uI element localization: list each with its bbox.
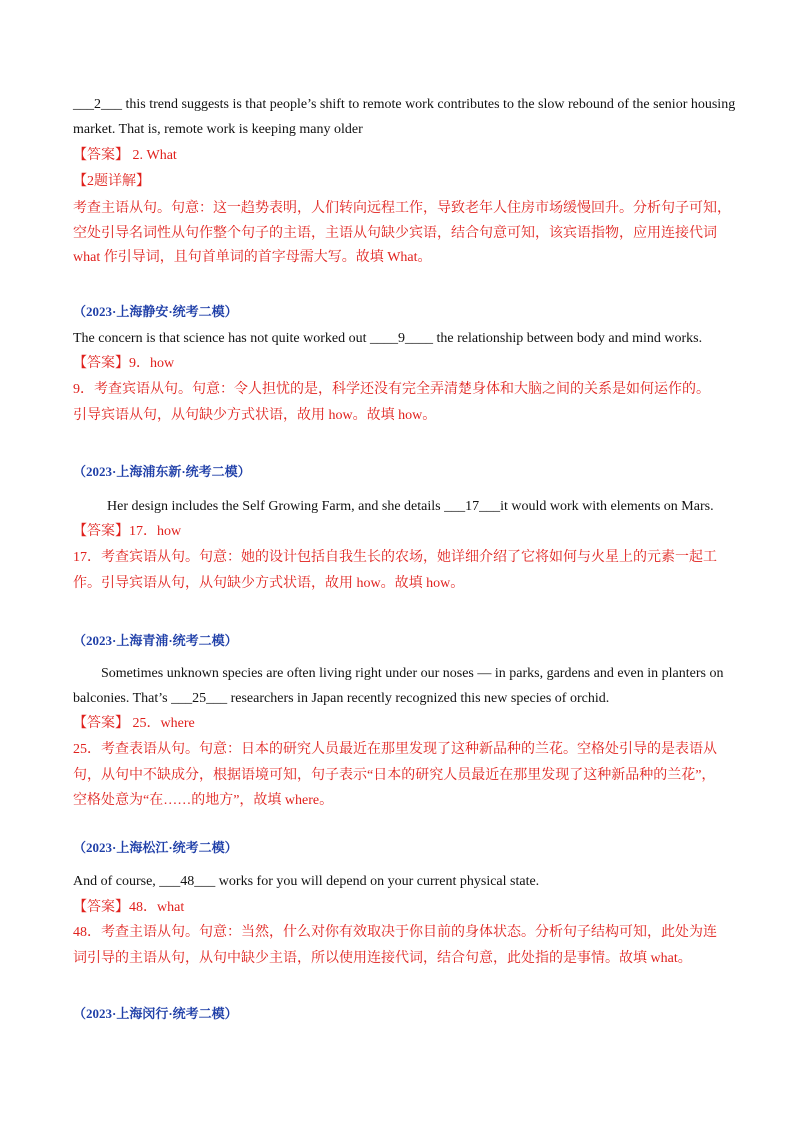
explanation-line: 考查主语从句。句意：这一趋势表明，人们转向远程工作，导致老年人住房市场缓慢回升。分析句子可知， [73, 201, 731, 216]
explanation-line: 9．考查宾语从句。句意：令人担忧的是，科学还没有完全弄清楚身体和大脑之间的关系是如何运作的。 [73, 382, 710, 397]
source-heading: （2023·上海松江·统考二模） [73, 840, 238, 855]
explanation-line: 句，从句中不缺成分，根据语境可知，句子表示“日本的研究人员最近在那里发现了这种新品种的兰花”， [73, 768, 716, 783]
question-line: The concern is that science has not quite worked out ____9____ the relationship between body and mind works. [73, 331, 703, 346]
explanation-line: 空格处意为“在……的地方”，故填 where。 [73, 793, 334, 808]
answer-line: 【答案】17．how [73, 524, 182, 539]
answer-line: 【答案】9．how [73, 356, 175, 371]
question-line: balconies. That’s ___25___ researchers in Japan recently recognized this new species of orchid. [73, 691, 610, 706]
question-line: Sometimes unknown species are often living right under our noses — in parks, gardens and even in planters on [101, 666, 724, 681]
explanation-line: 作。引导宾语从句，从句缺少方式状语，故用 how。故填 how。 [73, 576, 465, 591]
question-line: And of course, ___48___ works for you will depend on your current physical state. [73, 874, 540, 889]
answer-line: 【答案】 25．where [73, 716, 195, 731]
source-heading: （2023·上海浦东新·统考二模） [73, 464, 251, 479]
explanation-line: what 作引导词，且句首单词的首字母需大写。故填 What。 [73, 250, 432, 265]
explanation-line: 词引导的主语从句，从句中缺少主语，所以使用连接代词，结合句意，此处指的是事情。故填 what。 [73, 951, 692, 966]
explanation-line: 25．考查表语从句。句意：日本的研究人员最近在那里发现了这种新品种的兰花。空格处引导的是表语从 [73, 742, 717, 757]
source-heading: （2023·上海静安·统考二模） [73, 304, 238, 319]
question-line: ___2___ this trend suggests is that people’s shift to remote work contributes to the slow rebound of the senior housing [73, 97, 736, 112]
explanation-line: 17．考查宾语从句。句意：她的设计包括自我生长的农场，她详细介绍了它将如何与火星上的元素一起工 [73, 550, 717, 565]
explanation-line: 引导宾语从句，从句缺少方式状语，故用 how。故填 how。 [73, 408, 437, 423]
source-heading: （2023·上海闵行·统考二模） [73, 1006, 238, 1021]
answer-line: 【答案】 2. What [73, 148, 177, 163]
question-line: Her design includes the Self Growing Farm, and she details ___17___it would work with elements on Mars. [107, 499, 714, 514]
explanation-line: 48．考查主语从句。句意：当然，什么对你有效取决于你目前的身体状态。分析句子结构可知，此处为连 [73, 925, 717, 940]
explanation-line: 空处引导名词性从句作整个句子的主语，主语从句缺少宾语，结合句意可知，该宾语指物，应用连接代词 [73, 226, 717, 241]
answer-line: 【答案】48．what [73, 900, 185, 915]
question-line: market. That is, remote work is keeping many older [73, 122, 363, 137]
source-heading: （2023·上海青浦·统考二模） [73, 633, 238, 648]
detail-title: 【2题详解】 [73, 174, 150, 189]
